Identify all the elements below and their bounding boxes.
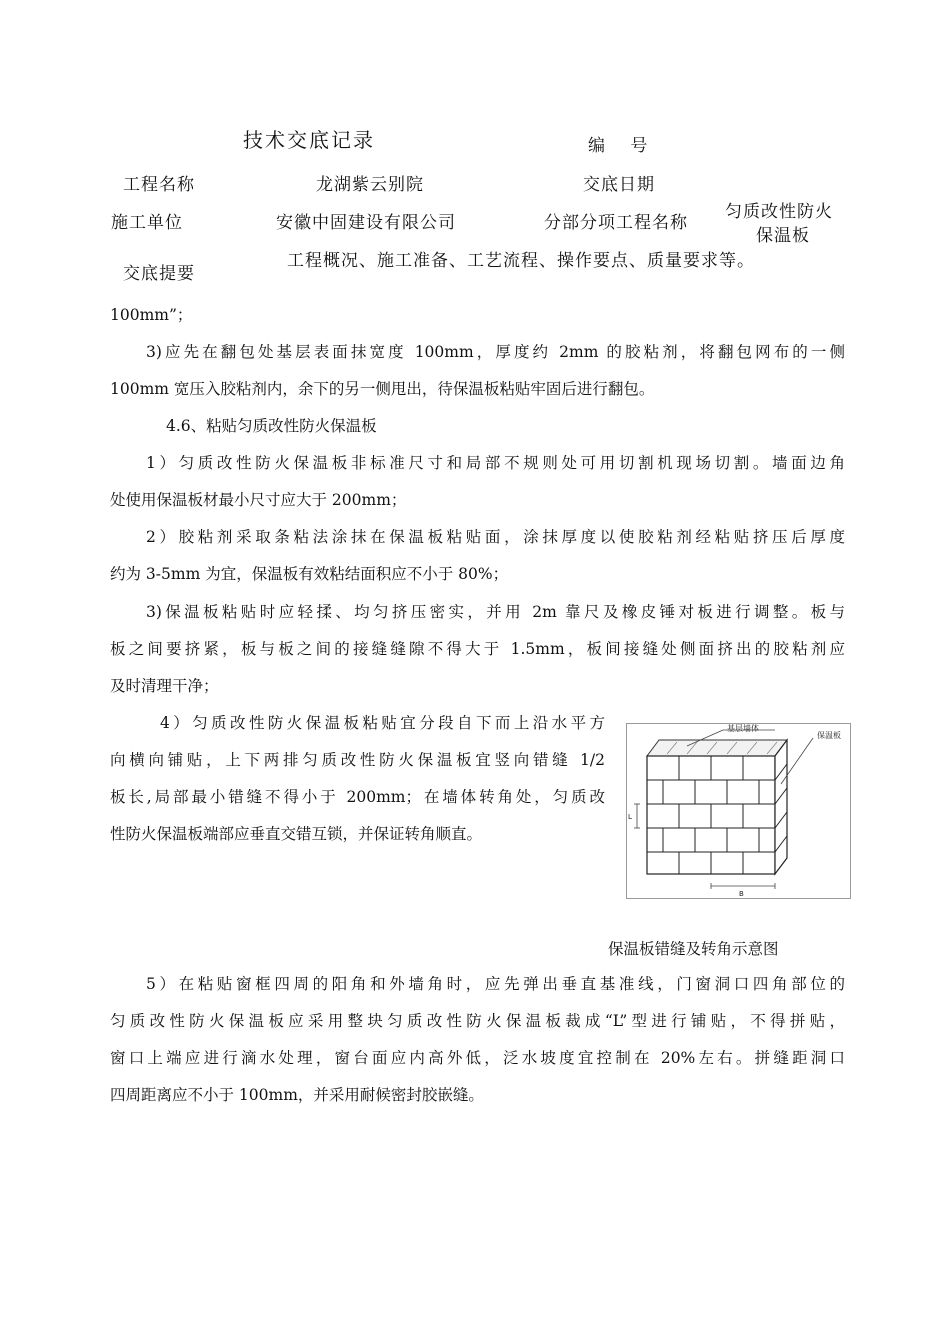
text-line: 四周距离应不小于 100mm，并采用耐候密封胶嵌缝。 bbox=[110, 1086, 484, 1104]
text-line: 向横向铺贴，上下两排匀质改性防火保温板宜竖向错缝 1/2 bbox=[110, 751, 605, 769]
text-line: 1）匀质改性防火保温板非标准尺寸和局部不规则处可用切割机现场切割。墙面边角 bbox=[146, 454, 845, 472]
diagram-svg bbox=[627, 724, 850, 898]
paragraph-6 bbox=[110, 966, 845, 1114]
paragraph-5 bbox=[110, 705, 605, 853]
text-line: 处使用保温板材最小尺寸应大于 200mm； bbox=[110, 491, 407, 509]
text-line: 板长,局部最小错缝不得小于 200mm；在墙体转角处，匀质改 bbox=[110, 788, 605, 806]
paragraph-4 bbox=[110, 594, 845, 705]
text-line: 3)保温板粘贴时应轻揉、均匀挤压密实，并用 2m 靠尺及橡皮锤对板进行调整。板与 bbox=[146, 603, 845, 621]
section-heading: 4.6、粘贴匀质改性防火保温板 bbox=[166, 417, 377, 435]
text-line: 4）匀质改性防火保温板粘贴宜分段自下而上沿水平方 bbox=[160, 714, 605, 732]
paragraph-0 bbox=[110, 297, 845, 334]
text-line: 5）在粘贴窗框四周的阳角和外墙角时，应先弹出垂直基准线，门窗洞口四角部位的 bbox=[146, 975, 845, 993]
paragraph-1 bbox=[110, 334, 845, 408]
insulation-board-diagram bbox=[626, 723, 851, 899]
board-side-face bbox=[775, 740, 787, 874]
text-line: 100mm”； bbox=[110, 306, 193, 324]
text-line: 3)应先在翻包处基层表面抹宽度 100mm，厚度约 2mm 的胶粘剂，将翻包网布的一侧 bbox=[146, 343, 845, 361]
label-board: 保温板 bbox=[817, 731, 841, 740]
number-label: 编 号 bbox=[588, 136, 649, 156]
subproject-label: 分部分项工程名称 bbox=[544, 213, 688, 233]
text-line: 2）胶粘剂采取条粘法涂抹在保温板粘贴面，涂抹厚度以使胶粘剂经粘贴挤压后厚度 bbox=[146, 528, 845, 546]
label-l: L bbox=[628, 813, 632, 821]
contractor-value: 安徽中固建设有限公司 bbox=[276, 213, 456, 233]
project-name-label: 工程名称 bbox=[123, 175, 195, 195]
text-line: 100mm 宽压入胶粘剂内，余下的另一侧甩出，待保温板粘贴牢固后进行翻包。 bbox=[110, 380, 655, 398]
subproject-value-line1: 匀质改性防火 bbox=[725, 202, 833, 222]
paragraph-2 bbox=[110, 445, 845, 519]
project-name-value: 龙湖紫云别院 bbox=[316, 175, 424, 195]
text-line: 及时清理干净； bbox=[110, 677, 219, 695]
figure-caption: 保温板错缝及转角示意图 bbox=[608, 940, 779, 958]
text-line: 板之间要挤紧，板与板之间的接缝缝隙不得大于 1.5mm，板间接缝处侧面挤出的胶粘剂应 bbox=[110, 640, 845, 658]
label-b: B bbox=[739, 890, 744, 898]
text-line: 匀质改性防火保温板应采用整块匀质改性防火保温板裁成“L”型进行铺贴，不得拼贴， bbox=[110, 1012, 845, 1030]
summary-label: 交底提要 bbox=[123, 264, 195, 284]
doc-title: 技术交底记录 bbox=[243, 128, 375, 152]
text-line: 窗口上端应进行滴水处理，窗台面应内高外低，泛水坡度宜控制在 20%左右。拼缝距洞口 bbox=[110, 1049, 845, 1067]
subproject-value-line2: 保温板 bbox=[756, 226, 810, 246]
paragraph-3 bbox=[110, 519, 845, 593]
date-label: 交底日期 bbox=[583, 175, 655, 195]
text-line: 约为 3-5mm 为宜，保温板有效粘结面积应不小于 80%； bbox=[110, 565, 509, 583]
contractor-label: 施工单位 bbox=[111, 213, 183, 233]
text-line: 性防火保温板端部应垂直交错互锁，并保证转角顺直。 bbox=[110, 825, 483, 843]
label-base-wall: 基层墙体 bbox=[727, 724, 759, 733]
summary-value: 工程概况、施工准备、工艺流程、操作要点、质量要求等。 bbox=[287, 251, 755, 271]
